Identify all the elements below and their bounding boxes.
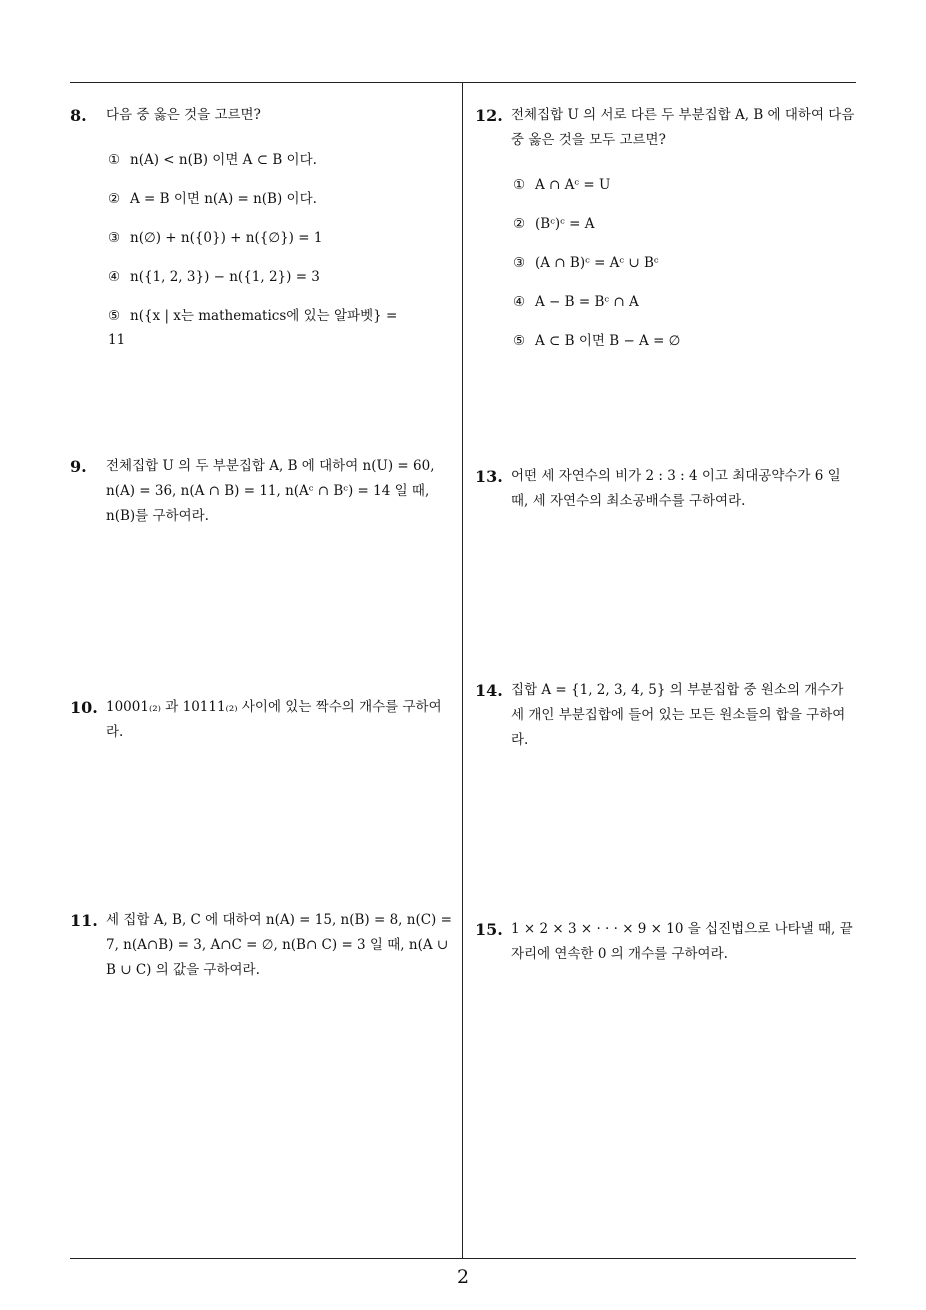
choice-list bbox=[108, 148, 456, 352]
choice-3[interactable]: ③ (A ∩ B)ᶜ = Aᶜ ∪ Bᶜ bbox=[513, 255, 659, 271]
problem-text: 10001₍₂₎ 과 10111₍₂₎ 사이에 있는 짝수의 개수를 구하여라. bbox=[106, 699, 442, 740]
problem-text: 1 × 2 × 3 × · · · × 9 × 10 을 십진법으로 나타낼 때, 끝자리에 연속한 0 의 개수를 구하여라. bbox=[511, 921, 853, 962]
choice-1[interactable]: ① A ∩ Aᶜ = U bbox=[513, 177, 611, 193]
choice-4[interactable]: ④ A − B = Bᶜ ∩ A bbox=[513, 294, 639, 310]
problem-text: 어떤 세 자연수의 비가 2 : 3 : 4 이고 최대공약수가 6 일 때, 세 자연수의 최소공배수를 구하여라. bbox=[511, 468, 841, 509]
choice-5[interactable]: ⑤ n({x | x는 mathematics에 있는 알파벳} = 11 bbox=[108, 308, 398, 348]
top-rule bbox=[70, 82, 856, 83]
problem-text: 다음 중 옳은 것을 고르면? bbox=[106, 107, 261, 123]
choice-2[interactable]: ② (Bᶜ)ᶜ = A bbox=[513, 216, 595, 232]
problem-number: 10. bbox=[70, 698, 98, 717]
choice-5[interactable]: ⑤ A ⊂ B 이면 B − A = ∅ bbox=[513, 333, 681, 349]
choice-list bbox=[513, 173, 859, 368]
page-number: 2 bbox=[456, 1266, 470, 1288]
problem-number: 8. bbox=[70, 106, 87, 125]
problem-12 bbox=[475, 103, 859, 368]
problem-number: 14. bbox=[475, 681, 503, 700]
problem-11 bbox=[70, 908, 456, 983]
bottom-rule bbox=[70, 1258, 856, 1259]
problem-13 bbox=[475, 464, 859, 514]
problem-9 bbox=[70, 454, 456, 529]
problem-14 bbox=[475, 678, 859, 753]
problem-number: 13. bbox=[475, 467, 503, 486]
choice-4[interactable]: ④ n({1, 2, 3}) − n({1, 2}) = 3 bbox=[108, 269, 320, 285]
problem-number: 15. bbox=[475, 920, 503, 939]
choice-2[interactable]: ② A = B 이면 n(A) = n(B) 이다. bbox=[108, 191, 317, 207]
problem-10 bbox=[70, 695, 456, 745]
problem-number: 12. bbox=[475, 106, 503, 125]
problem-text: 집합 A = {1, 2, 3, 4, 5} 의 부분집합 중 원소의 개수가 세 개인 부분집합에 들어 있는 모든 원소들의 합을 구하여라. bbox=[511, 682, 846, 748]
column-divider bbox=[462, 82, 463, 1258]
problem-text: 전체집합 U 의 서로 다른 두 부분집합 A, B 에 대하여 다음 중 옳은 것을 모두 고르면? bbox=[511, 107, 855, 148]
choice-3[interactable]: ③ n(∅) + n({0}) + n({∅}) = 1 bbox=[108, 230, 323, 246]
choice-1[interactable]: ① n(A) < n(B) 이면 A ⊂ B 이다. bbox=[108, 152, 317, 168]
problem-text: 세 집합 A, B, C 에 대하여 n(A) = 15, n(B) = 8, n(C) = 7, n(A∩B) = 3, A∩C = ∅, n(B∩ C) = 3 일 때, n(A ∪ B ∪ C) 의 값을 구하여라. bbox=[106, 912, 452, 978]
problem-15 bbox=[475, 917, 859, 967]
problem-8 bbox=[70, 103, 456, 352]
problem-text: 전체집합 U 의 두 부분집합 A, B 에 대하여 n(U) = 60, n(A) = 36, n(A ∩ B) = 11, n(Aᶜ ∩ Bᶜ) = 14 일 때, n(B)를 구하여라. bbox=[106, 458, 435, 524]
problem-number: 9. bbox=[70, 457, 87, 476]
problem-number: 11. bbox=[70, 911, 98, 930]
